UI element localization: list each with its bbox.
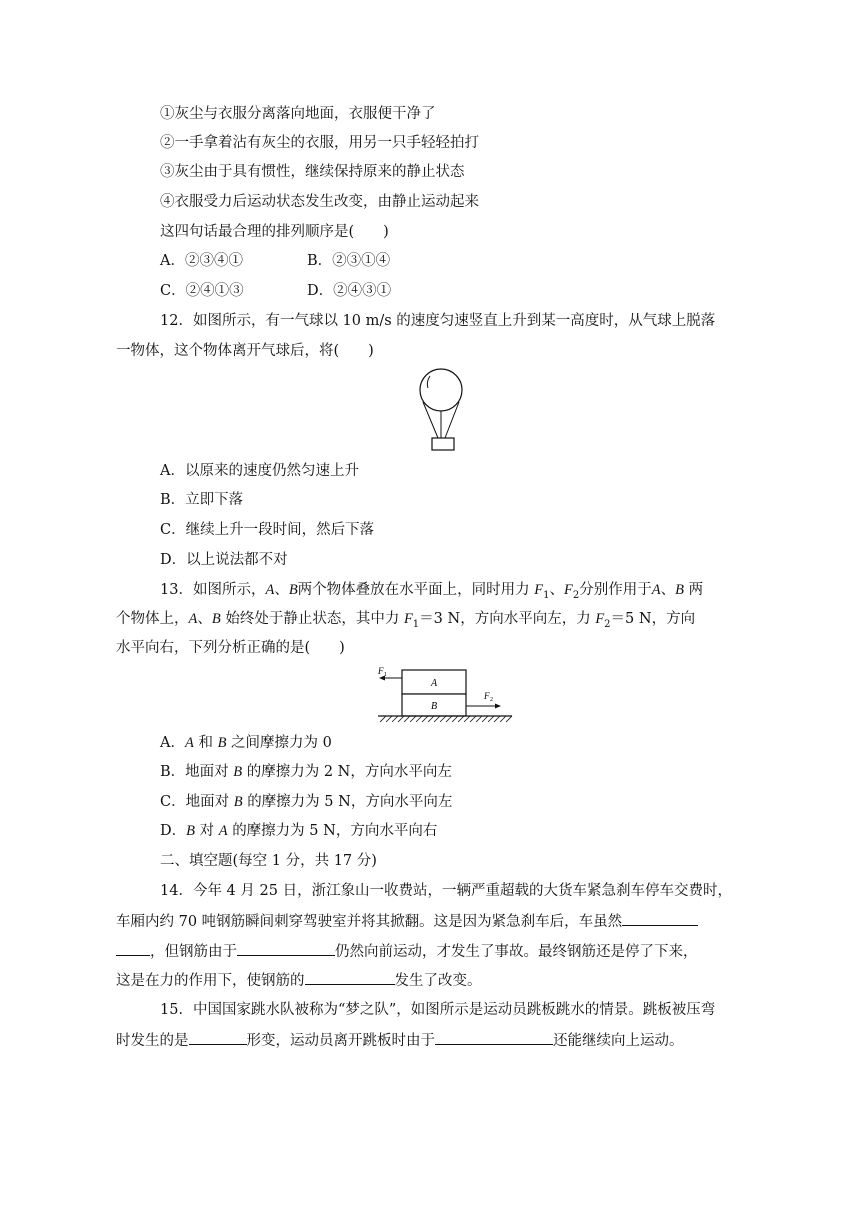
answer-blank-4[interactable] (189, 1030, 247, 1045)
balloon-figure (412, 366, 472, 454)
q13-text-line-3: 水平向右，下列分析正确的是( ) (116, 640, 345, 656)
q13-text-line-1: 13．如图所示，A、B两个物体叠放在水平面上，同时用力 $F_1$、$F_2$分别作用于A、B 两 (160, 582, 704, 601)
q11-option-c: C．②④①③ (160, 283, 244, 299)
q12-text-line-1: 12．如图所示，有一气球以 10 m/s 的速度匀速竖直上升到某一高度时，从气球上脱落 (160, 313, 716, 329)
force-f2-arrowhead (495, 704, 501, 709)
q11-statement-3: ③灰尘由于具有惯性，继续保持原来的静止状态 (160, 164, 465, 180)
section-heading-fill-in: 二、填空题(每空 1 分，共 17 分) (160, 853, 377, 869)
q15-text-line-1: 15．中国国家跳水队被称为“梦之队”，如图所示是运动员跳板跳水的情景。跳板被压弯 (160, 1002, 716, 1018)
q13-text-line-2: 个物体上，A、B 始终处于静止状态，其中力 $F_1=3$ N，方向水平向左，力 $F_2=5$ N，方向 (116, 611, 696, 630)
q11-option-d: D．②④③① (307, 283, 392, 299)
q11-statement-2: ②一手拿着沾有灰尘的衣服，用另一只手轻轻拍打 (160, 135, 479, 151)
label-f1-sub: 1 (384, 672, 387, 678)
q14-text-line-4: 这是在力的作用下，使钢筋的 发生了改变。 (116, 970, 482, 991)
q14-text-line-1: 14．今年 4 月 25 日，浙江象山一收费站，一辆严重超载的大货车紧急刹车停车交费时， (160, 883, 733, 899)
q11-statement-4: ④衣服受力后运动状态发生改变，由静止运动起来 (160, 194, 479, 210)
q14-text-line-3: ，但钢筋由于 仍然向前运动，才发生了事故。最终钢筋还是停了下来， (116, 941, 698, 962)
answer-blank-5[interactable] (435, 1030, 553, 1045)
answer-blank-3[interactable] (305, 970, 395, 985)
q12-option-c: C．继续上升一段时间，然后下落 (160, 522, 375, 538)
q12-text-line-2: 一物体，这个物体离开气球后，将( ) (116, 343, 374, 359)
label-f1: F (378, 666, 384, 676)
balloon-highlight (427, 376, 430, 388)
q11-statement-1: ①灰尘与衣服分离落向地面，衣服便干净了 (160, 106, 436, 122)
blocks-figure (376, 662, 516, 726)
q13-option-a: A．A 和 B 之间摩擦力为 0 (160, 735, 332, 751)
label-f2-sub: 2 (490, 697, 493, 703)
q11-prompt: 这四句话最合理的排列顺序是( ) (160, 224, 389, 240)
q15-text-line-2: 时发生的是 形变，运动员离开跳板时由于 还能继续向上运动。 (116, 1030, 684, 1051)
label-block-b: B (431, 701, 438, 712)
answer-blank-2[interactable] (237, 941, 335, 956)
q13-option-c: C．地面对 B 的摩擦力为 5 N，方向水平向左 (160, 794, 453, 810)
ground-hatching (380, 716, 512, 722)
q13-option-b: B．地面对 B 的摩擦力为 2 N，方向水平向左 (160, 764, 452, 780)
answer-blank-1[interactable] (622, 911, 698, 926)
label-block-a: A (431, 678, 438, 689)
q12-option-d: D．以上说法都不对 (160, 552, 288, 568)
balloon-circle (420, 369, 462, 411)
balloon-rope-left (423, 402, 438, 438)
q12-option-a: A．以原来的速度仍然匀速上升 (160, 463, 359, 479)
q11-option-b: B．②③①④ (307, 253, 391, 269)
q13-option-d: D．B 对 A 的摩擦力为 5 N，方向水平向右 (160, 823, 438, 839)
label-f2: F (484, 691, 490, 701)
q14-text-line-2: 车厢内约 70 吨钢筋瞬间刺穿驾驶室并将其掀翻。这是因为紧急刹车后，车虽然 (116, 911, 698, 932)
q11-option-a: A．②③④① (160, 253, 243, 269)
answer-blank-1-continued[interactable] (116, 941, 150, 956)
q12-option-b: B．立即下落 (160, 492, 244, 508)
balloon-basket (432, 438, 454, 450)
